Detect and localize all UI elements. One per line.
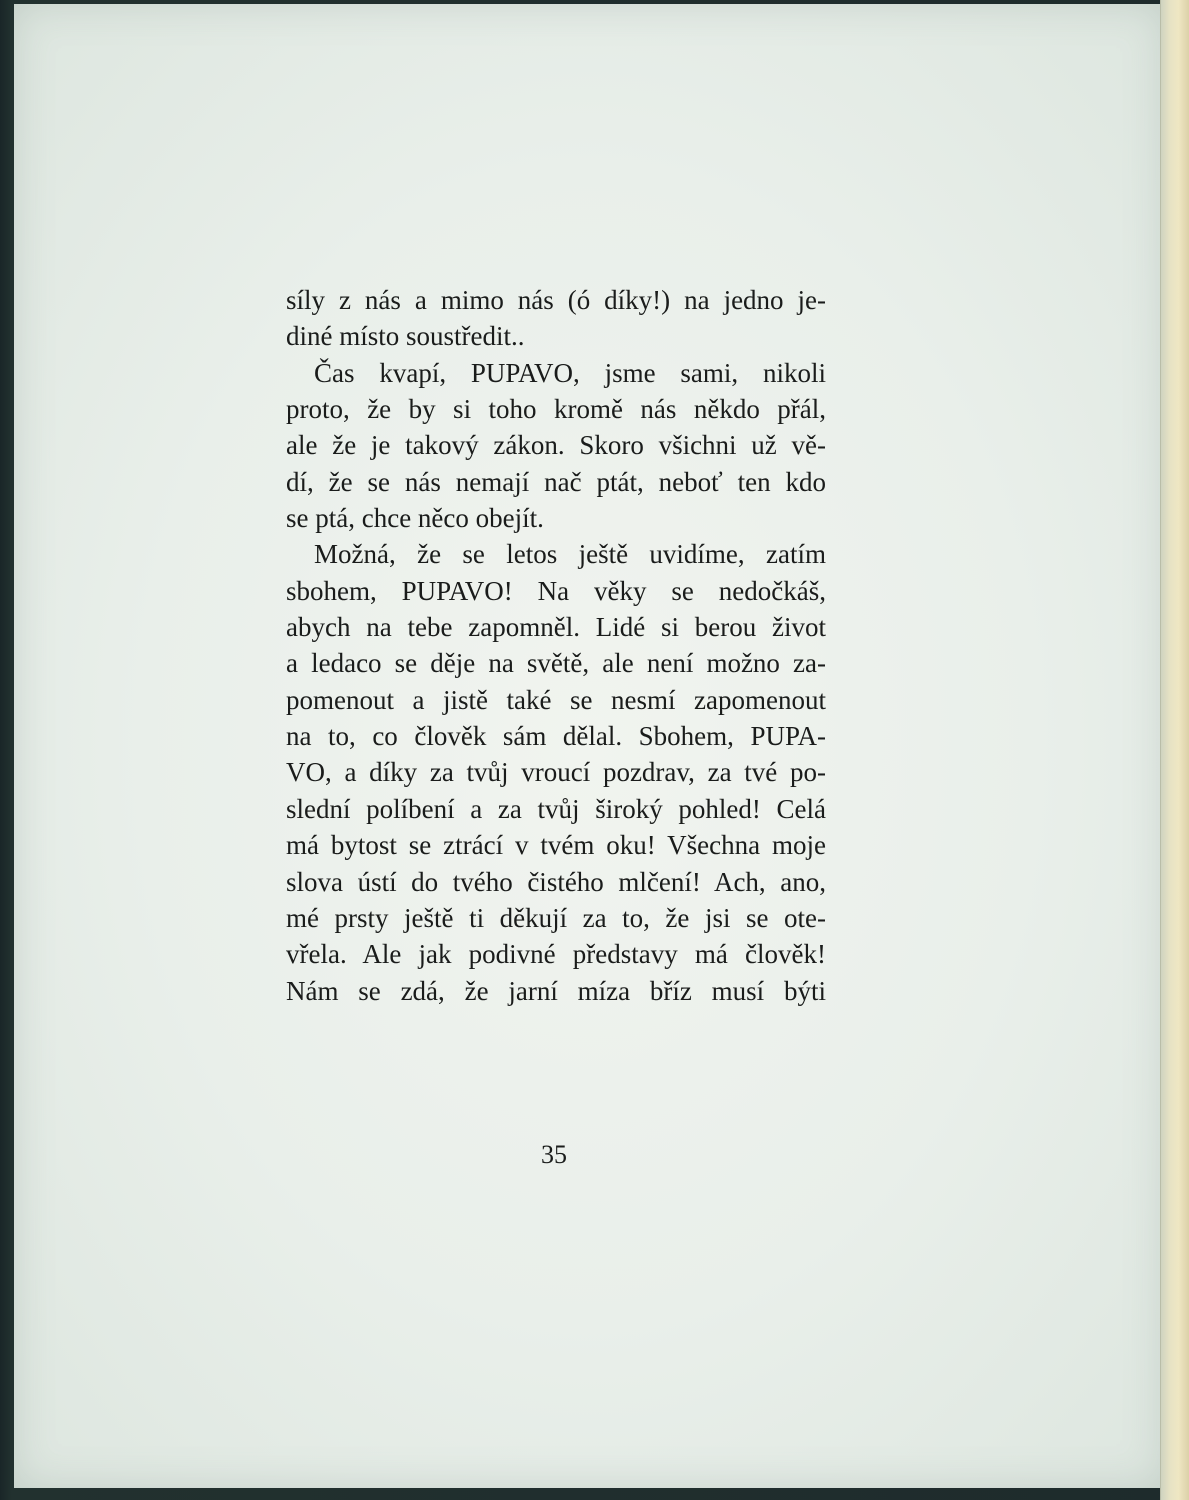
- text-line: Nám se zdá, že jarní míza bříz musí býti: [286, 975, 826, 1006]
- text-line: se ptá, chce něco obejít.: [286, 503, 544, 534]
- text-line: má bytost se ztrácí v tvém oku! Všechna moje: [286, 830, 826, 861]
- text-line: síly z nás a mimo nás (ó díky!) na jedno je-: [286, 285, 826, 315]
- body-text: [286, 282, 826, 1009]
- text-line: slední políbení a za tvůj široký pohled! Celá: [286, 793, 826, 824]
- page-number: 35: [541, 1140, 567, 1169]
- text-line: diné místo soustředit..: [286, 321, 525, 352]
- book-page: [14, 4, 1164, 1488]
- text-line: vřela. Ale jak podivné představy má člověk!: [286, 939, 826, 970]
- text-line: Čas kvapí, PUPAVO, jsme sami, nikoli: [314, 357, 826, 388]
- text-line: a ledaco se děje na světě, ale není možno za-: [286, 648, 826, 679]
- text-line: na to, co člověk sám dělal. Sbohem, PUPA-: [286, 721, 826, 752]
- text-line: sbohem, PUPAVO! Na věky se nedočkáš,: [286, 575, 826, 606]
- text-line: VO, a díky za tvůj vroucí pozdrav, za tvé po-: [286, 757, 826, 788]
- text-line: slova ústí do tvého čistého mlčení! Ach, ano,: [286, 866, 826, 897]
- text-line: Možná, že se letos ještě uvidíme, zatím: [314, 539, 826, 570]
- text-line: proto, že by si toho kromě nás někdo přál,: [286, 394, 826, 425]
- text-line: mé prsty ještě ti děkují za to, že jsi se ote-: [286, 902, 826, 933]
- text-line: pomenout a jistě také se nesmí zapomenout: [286, 684, 826, 715]
- page-edge: [1160, 0, 1189, 1500]
- text-line: ale že je takový zákon. Skoro všichni už vě-: [286, 430, 826, 461]
- text-line: abych na tebe zapomněl. Lidé si berou život: [286, 612, 826, 643]
- text-line: dí, že se nás nemají nač ptát, neboť ten kdo: [286, 466, 826, 497]
